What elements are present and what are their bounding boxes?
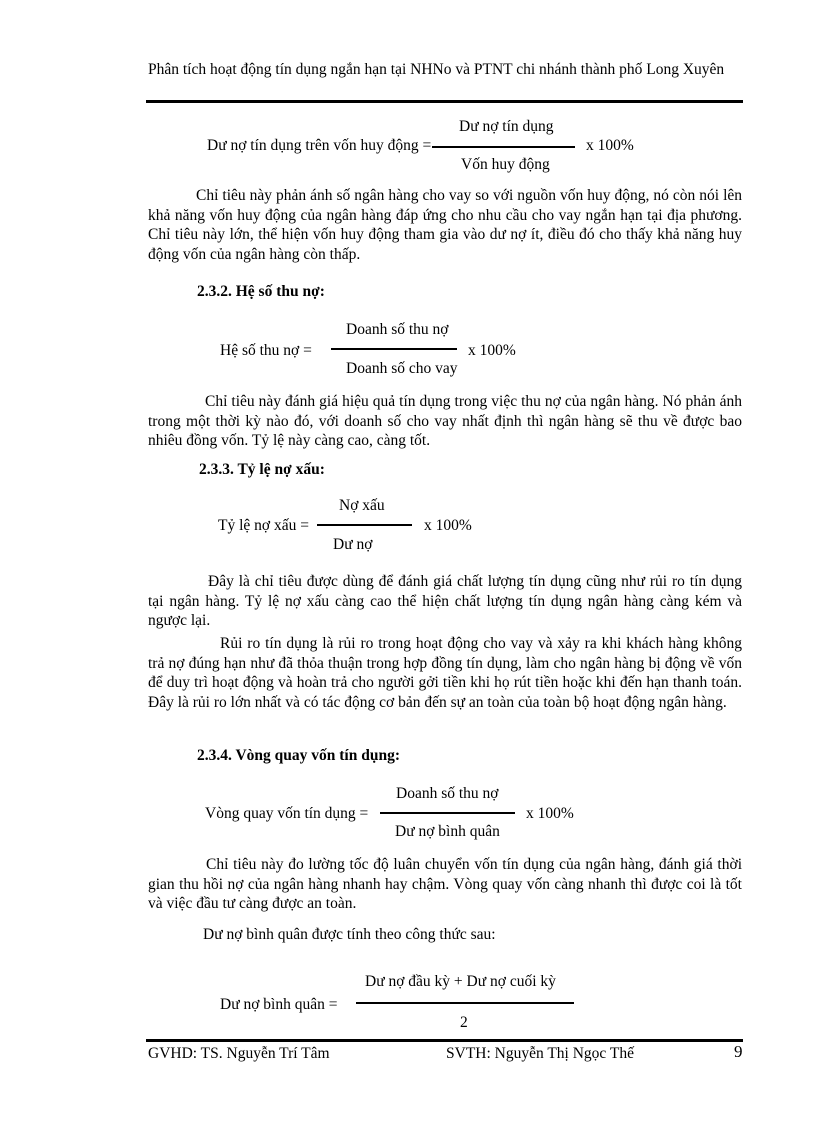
paragraph: Chỉ tiêu này đánh giá hiệu quả tín dụng trong việc thu nợ của ngân hàng. Nó phản ánh trong một thời kỳ nào đó, với doanh số cho vay nhất định thì ngân hàng sẽ thu về được bao nhiêu đồng vốn. Tỷ lệ này càng cao, càng tốt. (148, 393, 742, 449)
fraction-bar (432, 146, 575, 148)
formula-lhs: Tỷ lệ nợ xấu = (218, 517, 309, 534)
section-heading: 2.3.2. Hệ số thu nợ: (197, 283, 325, 300)
page-number: 9 (734, 1042, 743, 1061)
header-rule (146, 100, 743, 103)
formula-multiplier: x 100% (424, 517, 472, 534)
footer-student: SVTH: Nguyễn Thị Ngọc Thế (446, 1045, 634, 1062)
formula-denominator: Dư nợ (333, 536, 373, 553)
paragraph: Chỉ tiêu này đo lường tốc độ luân chuyển vốn tín dụng của ngân hàng, đánh giá thời gian thu hồi nợ của ngân hàng nhanh hay chậm. Vòng quay vốn càng nhanh thì được coi là tốt và việc đầu tư càng được an toàn. (148, 856, 742, 912)
fraction-bar (317, 524, 412, 526)
formula-multiplier: x 100% (586, 137, 634, 154)
formula-numerator: Doanh số thu nợ (396, 785, 499, 802)
fraction-bar (380, 812, 515, 814)
formula-multiplier: x 100% (526, 805, 574, 822)
paragraph: Rủi ro tín dụng là rủi ro trong hoạt động cho vay và xảy ra khi khách hàng không trả nợ đúng hạn như đã thỏa thuận trong hợp đồng tín dụng, làm cho ngân hàng bị động về vốn để duy trì hoạt động và hoàn trả cho người gởi tiền khi họ rút tiền hoặc khi đến hạn thanh toán. Đây là rủi ro lớn nhất và có tác động cơ bản đến sự an toàn của toàn bộ hoạt động ngân hàng. (148, 635, 742, 711)
formula-lhs: Dư nợ bình quân = (220, 996, 338, 1013)
footer-rule (146, 1039, 743, 1042)
formula-numerator: Dư nợ tín dụng (459, 118, 554, 135)
formula-numerator: Doanh số thu nợ (346, 321, 449, 338)
formula-lhs: Vòng quay vốn tín dụng = (205, 805, 369, 822)
footer-advisor: GVHD: TS. Nguyễn Trí Tâm (148, 1045, 330, 1062)
formula-numerator: Dư nợ đầu kỳ + Dư nợ cuối kỳ (365, 973, 556, 990)
paragraph: Đây là chỉ tiêu được dùng để đánh giá chất lượng tín dụng cũng như rủi ro tín dụng tại ngân hàng. Tỷ lệ nợ xấu càng cao thể hiện chất lượng tín dụng ngân hàng càng kém và ngược lại. (148, 573, 742, 629)
fraction-bar (331, 348, 457, 350)
section-heading: 2.3.3. Tỷ lệ nợ xấu: (199, 461, 325, 478)
formula-lhs: Dư nợ tín dụng trên vốn huy động = (207, 137, 432, 154)
section-heading: 2.3.4. Vòng quay vốn tín dụng: (197, 747, 401, 764)
formula-denominator: Doanh số cho vay (346, 360, 458, 377)
document-header-title: Phân tích hoạt động tín dụng ngắn hạn tại NHNo và PTNT chi nhánh thành phố Long Xuyên (148, 61, 725, 78)
formula-numerator: Nợ xấu (339, 497, 385, 514)
formula-denominator: Vốn huy động (461, 156, 550, 173)
fraction-bar (356, 1002, 574, 1004)
formula-lhs: Hệ số thu nợ = (220, 342, 312, 359)
paragraph: Chỉ tiêu này phản ánh số ngân hàng cho vay so với nguồn vốn huy động, nó còn nói lên khả năng vốn huy động của ngân hàng đáp ứng cho nhu cầu cho vay ngắn hạn tại địa phương. Chỉ tiêu này lớn, thể hiện vốn huy động tham gia vào dư nợ ít, điều đó cho thấy khả năng huy động vốn của ngân hàng còn thấp. (148, 187, 742, 263)
formula-multiplier: x 100% (468, 342, 516, 359)
formula-denominator: 2 (460, 1014, 468, 1031)
formula-denominator: Dư nợ bình quân (395, 823, 500, 840)
paragraph: Dư nợ bình quân được tính theo công thức sau: (203, 926, 496, 943)
